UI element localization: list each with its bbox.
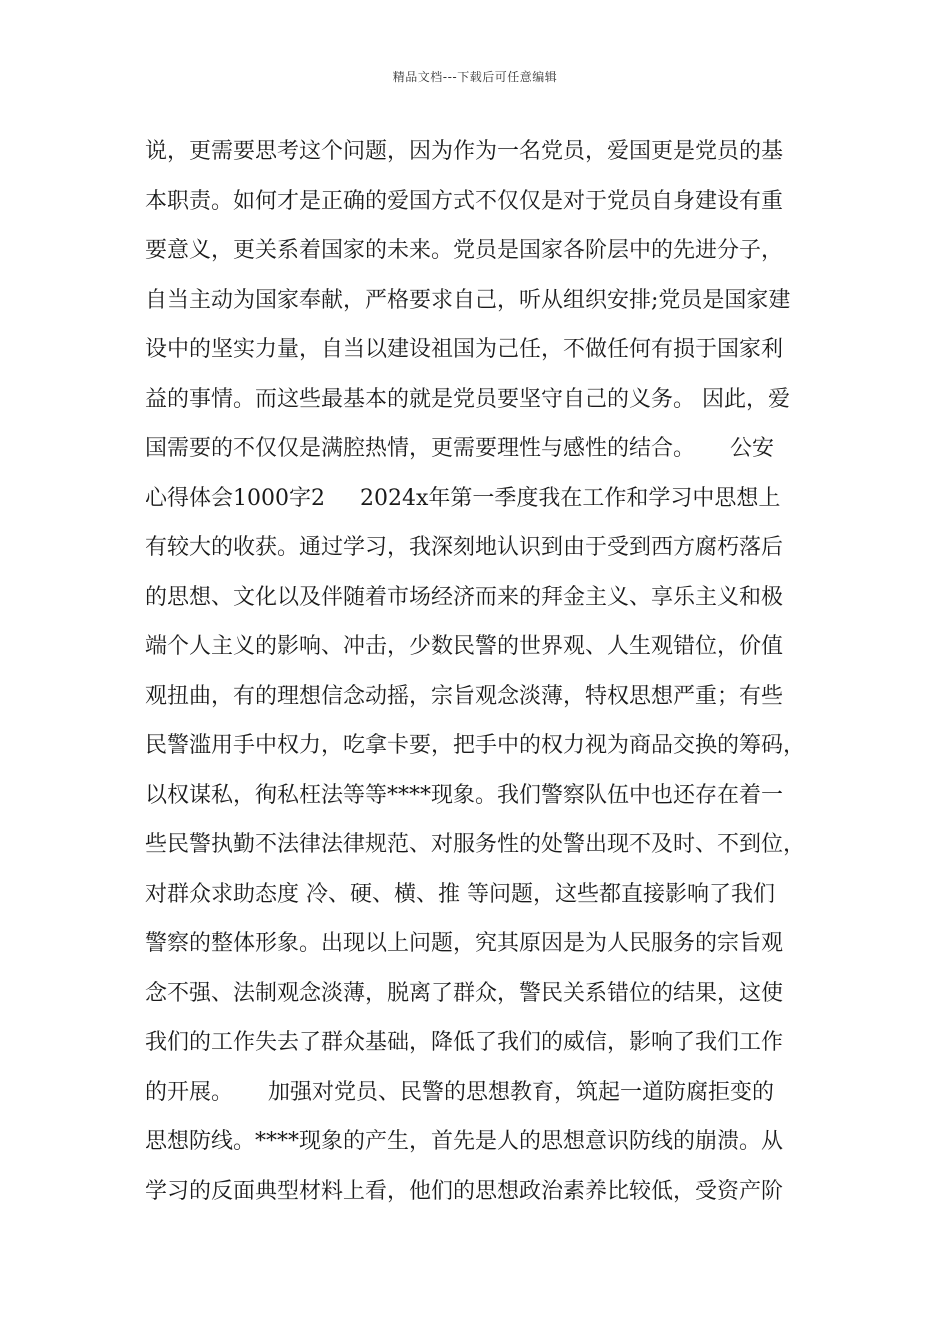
- body-text: [145, 134, 815, 1223]
- text-line: 民警滥用手中权力，吃拿卡要，把手中的权力视为商品交换的筹码，: [145, 733, 806, 758]
- text-line: 以权谋私，徇私枉法等等****现象。我们警察队伍中也还存在着一: [145, 782, 784, 808]
- text-line: 本职责。如何才是正确的爱国方式不仅仅是对于党员自身建设有重: [145, 188, 784, 214]
- text-line: 设中的坚实力量，自当以建设祖国为己任，不做任何有损于国家利: [145, 337, 784, 362]
- text-line: 有较大的收获。通过学习，我深刻地认识到由于受到西方腐朽落后: [145, 535, 784, 560]
- text-line: 对群众求助态度 冷、硬、横、推 等问题，这些都直接影响了我们: [145, 881, 775, 907]
- text-line: 心得体会1000字2 2024x年第一季度我在工作和学习中思想上: [145, 485, 781, 511]
- text-line: 国需要的不仅仅是满腔热情，更需要理性与感性的结合。 公安: [145, 436, 774, 461]
- text-line: 的开展。 加强对党员、民警的思想教育，筑起一道防腐拒变的: [145, 1079, 774, 1105]
- text-line: 观扭曲，有的理想信念动摇，宗旨观念淡薄，特权思想严重；有些: [145, 683, 784, 709]
- text-line: 益的事情。而这些最基本的就是党员要坚守自己的义务。 因此，爱: [145, 386, 790, 412]
- text-line: 要意义，更关系着国家的未来。党员是国家各阶层中的先进分子，: [145, 238, 784, 263]
- text-line: 念不强、法制观念淡薄，脱离了群众，警民关系错位的结果，这使: [145, 980, 784, 1006]
- text-line: 警察的整体形象。出现以上问题，究其原因是为人民服务的宗旨观: [145, 931, 784, 956]
- text-line: 说，更需要思考这个问题，因为作为一名党员，爱国更是党员的基: [145, 139, 784, 164]
- text-line: 思想防线。****现象的产生，首先是人的思想意识防线的崩溃。从: [145, 1129, 784, 1154]
- text-line: 学习的反面典型材料上看，他们的思想政治素养比较低，受资产阶: [145, 1178, 784, 1204]
- text-line: 的思想、文化以及伴随着市场经济而来的拜金主义、享乐主义和极: [145, 584, 784, 610]
- text-line: 我们的工作失去了群众基础，降低了我们的威信，影响了我们工作: [145, 1030, 784, 1055]
- text-line: 端个人主义的影响、冲击，少数民警的世界观、人生观错位，价值: [145, 634, 784, 659]
- text-line: 些民警执勤不法律法律规范、对服务性的处警出现不及时、不到位，: [145, 832, 806, 857]
- page-header: 精品文档---下载后可任意编辑: [392, 70, 558, 84]
- text-line: 自当主动为国家奉献，严格要求自己，听从组织安排;党员是国家建: [145, 287, 791, 313]
